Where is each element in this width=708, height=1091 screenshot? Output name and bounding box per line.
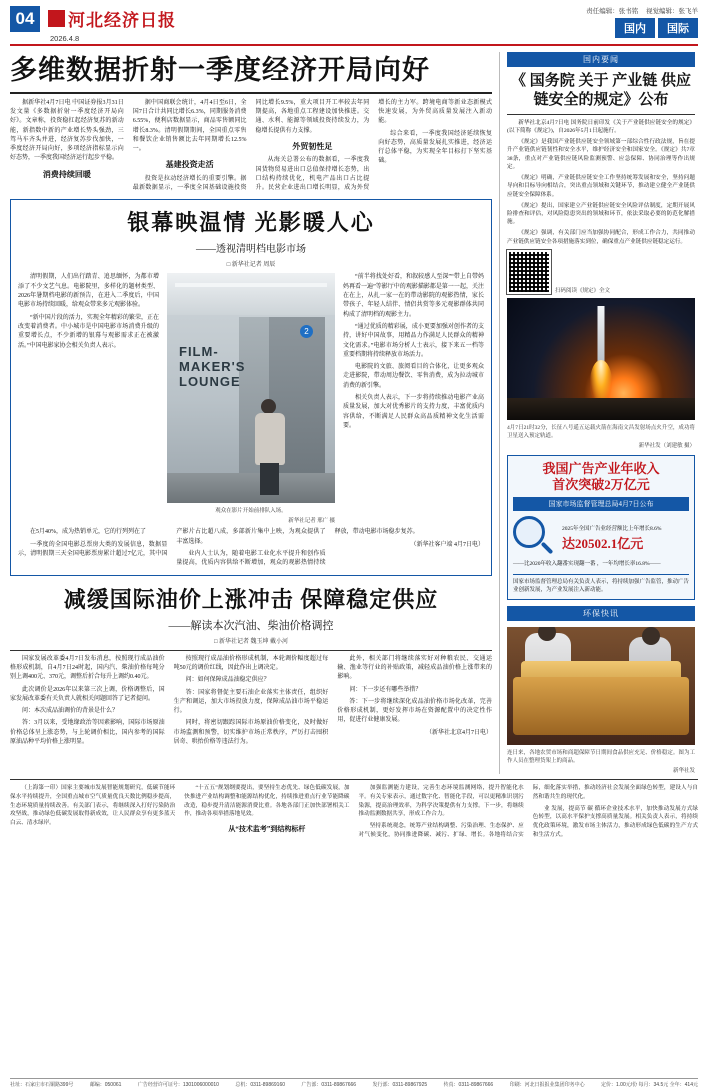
- feature-col2-p3: 业内人士认为，随着电影工业化水平提升和创作质量提高，优质内容供给不断增加，观众的观影热情持续释放，带动电影市场稳步复苏。: [176, 529, 419, 567]
- editor-responsible: 责任编辑：张书铭: [586, 8, 639, 15]
- feature-photo-caption: 观众在影片开始前排队入场。: [215, 508, 287, 515]
- oil-p4: 答：3月以来，受地缘政治等因素影响，国际市场原油价格总体呈上涨态势，与上轮调价相比，国内参考的国际原油品种平均价格上涨明显。: [10, 720, 165, 746]
- main-column: [10, 52, 492, 774]
- market-photo: [507, 627, 695, 745]
- magnifier-icon: [513, 516, 557, 560]
- oil-p10: 问：下一步还有哪些举措？: [349, 686, 422, 693]
- footer-address: 社址：石家庄市石铜路399号: [10, 1082, 74, 1088]
- feature-photo-credit: 新华社记者 邢广 摄: [288, 518, 335, 525]
- feature-byline: □ 新华社记者 周辰: [226, 262, 276, 269]
- market-person-2-head: [642, 627, 660, 645]
- movie-lounge-photo: [167, 273, 335, 503]
- feature-columns: [18, 273, 484, 524]
- oil-p9: 此外，相关部门将继续落实好对种粮农民、交通运输、渔业等行业的补贴政策，减轻成品油价格上涨带来的影响。: [337, 655, 492, 681]
- feature-article: [10, 199, 492, 575]
- oil-p2: 此次调价是2026年以来第三次上调，价格调整后，国家发展改革委有关负责人就相关问题回答了记者提问。: [10, 686, 165, 702]
- footer-switchboard: 总机：0311-89869160: [235, 1082, 286, 1088]
- lead-article-body: [10, 99, 492, 194]
- rc-p3: 《规定》明确，产业链供应链安全工作坚持统筹发展和安全，坚持问题导向和目标导向相结合，突出重点领域和关键环节，推动建立健全产业链供应链安全保障体系。: [507, 174, 695, 198]
- lead-para-3: 从海关总署公布的数据看，一季度我国货物贸易进出口总值保持增长态势，出口结构持续优化，机电产品出口占比提升。民营企业进出口增长明显，成为外贸增长的主力军。跨境电商等新业态新模式快速发展，为外贸高质量发展注入新动能。: [255, 99, 492, 192]
- rocket-launch-photo: [507, 298, 695, 420]
- bottom-subhead: 从“技术监考”到结构标杆: [228, 824, 306, 833]
- market-shelf-lower: [513, 677, 689, 735]
- rc-p1: 新华社北京4月7日电 国务院日前印发《关于产业链供应链安全的规定》(以下简称《规定》)，自2026年5月1日起施行。: [507, 119, 695, 134]
- footer-postcode: 邮编：050061: [89, 1082, 122, 1088]
- feature-photo-wrap: [167, 273, 335, 524]
- ad-source-line: 国家市场监督管理总局4月7日公布: [513, 497, 689, 511]
- footer-circulation-dept: 发行部：0311-89867925: [372, 1082, 428, 1088]
- oil-p1: 国家发展改革委4月7日发布消息，按照现行成品油价格形成机制，自4月7日24时起，国内汽、柴油价格每吨分别上调400元、370元，调整后折合每升上调约0.40元。: [10, 655, 165, 681]
- masthead-divider: [10, 44, 698, 46]
- lead-para-intro: 据新华社4月7日电 中国证券报3月31日发文量《多数据折射一季度经济开局向好》。文章称，投资稳扛起经济复苏的新动能，新指数中新的产业增长势头强劲，三驾马车齐头并进，经济复苏步伐加快，一季度经济开局向好，多项经济指标显示向好态势，一季度我国经济运行起步平稳。: [10, 99, 124, 162]
- photo-light-strip: [175, 283, 327, 287]
- lead-para-2: 投资是拉动经济增长的重要引擎。据最新数据显示，一季度全国基础设施投资同比增长9.5%，重大项目开工率较去年同期提高，各地重点工程建设加快推进。交通、水利、能源等领域投资持续发力，为稳增长提供有力支撑。: [132, 99, 370, 192]
- rc-rule: [507, 114, 695, 115]
- paper-logo: [48, 6, 176, 31]
- ad-compare-note: ——比2020年收入翻番实现翻一番 ，一年均增长率16.8%——: [513, 561, 661, 568]
- bottom-col3: 加强监测能力建设，完善生态环境监测网络，提升智能化水平。有关专家表示，通过数字化、智能化手段，可以更精准识别污染源，提高治理效率，为科学决策提供有力支撑。下一步，将继续推动监测数据共享，形成工作合力。: [358, 785, 524, 818]
- feature-col2-p1: 在5月40%，成为热销单元，它的行列列在了: [30, 529, 146, 536]
- feature-col3-p1: “前半将找处好看，和叙较感人至深”“带上自带妈妈再看一遍”等影厅中的观影描影都是第一一起，关注在在上，从扎一家一在的带动影院的观影热情，家长带孩子、年轻人结伴、情侣共赏等多元观影群体共同构成了清明档的观影主力。: [343, 274, 484, 318]
- oil-p11: 答：下一步将继续深化成品油价格市场化改革，完善价格形成机制，更好发挥市场在资源配置中的决定性作用，促进行业健康发展。: [337, 698, 492, 724]
- photo-ground: [507, 398, 695, 420]
- oil-dateline: （新华社北京4月7日电）: [425, 729, 492, 736]
- rocket-photo-credit: 新华社发（刘建敏 摄）: [638, 442, 695, 449]
- photo-person-head: [261, 399, 276, 414]
- market-photo-credit: 新华社发: [672, 768, 695, 775]
- lead-subhead-2: 基建投资走活: [165, 160, 214, 170]
- rc-headline: 《 国务院 关于 产业链 供应链安全的规定》公布: [510, 73, 691, 108]
- photo-sign-text: FILM-MAKER'S LOUNGE: [179, 344, 246, 390]
- editor-credits: [580, 6, 698, 15]
- photo-person: [251, 399, 289, 495]
- bottom-strip: [10, 784, 698, 839]
- feature-col1-p2: “新中国片段的活力，实现全年精彩的繁荣，正在改变着消费者。中小城市是中国电影市场消费升级的重要增长点，不少新增的银幕与观影需求正在被激活。”中国电影家协会相关负责人表示。: [18, 314, 159, 349]
- feature-col3-p3: 电影院的文旅、旅阅看目的合体化，让更多观众走进影院，带动周边餐饮、零售消费，成为拉动城市消费的新引擎。: [343, 364, 484, 389]
- feature-col3-p2: “通过优质的精彩展，成小更要加强对创作者的支持，讲好中国故事，用精品力作满足人民群众的精神文化需求。”电影市场分析人士表示，接下来五一档等重要档期将持续释放市场活力。: [343, 323, 484, 358]
- qr-code-icon[interactable]: [507, 250, 551, 294]
- ad-big-number: 达20502.1亿元: [562, 536, 644, 552]
- rc-p4: 《规定》提出，国家建立产业链供应链安全风险评估制度，定期开展风险排查和评估，对风险隐患突出的领域和环节，依法采取必要的防范化解措施。: [507, 202, 695, 226]
- section-tabs: [615, 18, 698, 38]
- feature-col2-p2: 一季度的全国电影总票房大类的发展信息，数据显示，清明假期三天全国电影票房累计超过7亿元，其中国产影片占比超八成，多部新片集中上映，为观众提供了丰富选择。: [18, 529, 326, 558]
- market-photo-caption: 连日来，各地农贸市场和商超保障节日期间食品供应充足、价格稳定。图为工作人员在整理货架上的商品。: [507, 750, 695, 765]
- rocket-photo-caption: 4月7日21时32分，长征八号遥五运载火箭在海南文昌发射场点火升空，成功将卫星送入预定轨道。: [507, 424, 695, 439]
- bottom-col2: “十五五”规划纲要提出，要坚持生态优先、绿色低碳发展，加快推进产业结构调整和能源结构优化，持续推进重点行业节能降碳改造，稳步提升清洁能源消费比重。各地各部门正加快部署相关工作，推动各项举措落地见效。: [184, 785, 350, 818]
- magnifier-handle: [541, 542, 554, 555]
- lead-para-1: 据中国商联会统计，4月4日至6日，全国7日合计共同比增长6.3%，同期服务消费6.55%，便利店数据显示，商品零售额同比增长8.3%。清明假期期间，全国重点零售和餐饮企业销售额比去年同期增长12.5%一。: [132, 99, 247, 153]
- oil-subheadline: ——解读本次汽油、柴油价格调控: [168, 619, 334, 632]
- feature-col3-p4: 相关负责人表示，下一步将持续推动电影产业高质量发展，加大对优秀影片的支持力度，丰富优质内容供给，不断满足人民群众高品质精神文化生活需要。: [343, 395, 484, 429]
- feature-lower-body: [18, 528, 484, 568]
- tab-domestic[interactable]: 国内: [615, 18, 655, 38]
- photo-rocket: [598, 306, 605, 364]
- lead-subhead-3: 外贸韧性足: [292, 141, 333, 151]
- headline-rule: [10, 92, 492, 94]
- masthead-brand: [48, 6, 176, 43]
- rc-section-label: 国内要闻: [507, 52, 695, 67]
- ad-bottom-note: 国家市场监督管理总局有关负责人表示，将持续加强广告监管，推动广告业创新发展，为产业发展注入新动能。: [513, 574, 689, 595]
- lead-subhead-1: 消费持续回暖: [42, 169, 91, 179]
- oil-rule: [10, 650, 492, 651]
- ad-figure-row: [513, 516, 689, 560]
- bottom-col1: （上海第一印）国家主要城市发展智能规划研究，低碳节能环保水平持续提升，全国重点城市空气质量优良天数比例稳步提高，生态环境质量持续改善。有关部门表示，将继续深入打好污染防治攻坚战，推动绿色低碳发展取得新成效，让人民群众享有更多蓝天白云、清水绿岸。: [10, 785, 176, 826]
- oil-p5: 按照现行成品油价格形成机制，本轮调价幅度超过每吨50元的调价红线，因此作出上调决定。: [173, 655, 329, 671]
- footer-fax: 传真：0311-89867666: [443, 1082, 494, 1088]
- editor-layout: 视觉编辑：张飞羊: [646, 8, 698, 15]
- paper-name: 河北经济日报: [68, 11, 176, 30]
- oil-headline: 减缓国际油价上涨冲击 保障稳定供应: [63, 586, 439, 612]
- footer-license: 广告经营许可证号：1301006000010: [137, 1082, 219, 1088]
- lead-headline: 多维数据折射一季度经济开局向好: [10, 55, 430, 85]
- lead-para-4: 综合来看，一季度我国经济延续恢复向好态势，高质量发展扎实推进，经济运行总体平稳，为实现全年目标打下坚实基础。: [378, 130, 492, 165]
- footer-ad-dept: 广告部：0311-89867666: [301, 1082, 357, 1088]
- feature-col-1: [18, 273, 159, 524]
- page-number-badge: 04: [10, 6, 40, 32]
- feature-title: 银幕映温情 光影暖人心: [127, 210, 375, 236]
- oil-p7: 答：国家将督促主要石油企业落实主体责任，组织好生产和调运，加大市场投放力度，保障成品油市场平稳运行。: [173, 689, 329, 715]
- rc-section-label-2: 环保快讯: [507, 606, 695, 621]
- qr-row: [507, 250, 695, 294]
- masthead: [10, 6, 698, 42]
- rc-p2: 《规定》是我国产业链供应链安全领域第一部综合性行政法规，旨在提升产业链供应链韧性和安全水平，维护经济安全和国家安全。《规定》共7章38条，重点对产业链供应链风险监测预警、应急保障、协同治理等作出规定。: [507, 138, 695, 170]
- ad-title-line2: 首次突破2万亿元: [552, 477, 650, 493]
- footer-price: 定价：1.00元/份 每月：34.5元 全年：414元: [601, 1082, 698, 1088]
- ad-figure-text: [562, 525, 661, 552]
- ad-title-line1: 我国广告产业年收入: [542, 460, 660, 476]
- rc-body: [507, 119, 695, 246]
- feature-subtitle: ——透视清明档电影市场: [196, 244, 306, 256]
- page-footer: [10, 1078, 698, 1088]
- advertising-stat-box: [507, 455, 695, 600]
- oil-p3: 问：本次成品油调价的背景是什么？: [22, 708, 119, 715]
- page-columns: [10, 52, 698, 774]
- feature-col-3: [343, 273, 484, 524]
- footer-printer: 印刷：河北日报报业集团印务中心: [509, 1082, 585, 1088]
- masthead-meta: [580, 6, 698, 38]
- photo-ceiling: [167, 273, 335, 315]
- bottom-col5: 业 发展，提高节 碳 循环企业技术水平，加快推动发展方式绿色转型，以高水平保护支撑高质量发展。相关负责人表示，将持续优化政策环境，激发市场主体活力，推动形成绿色低碳的生产方式和生活方式。: [532, 805, 698, 838]
- qr-caption: 扫码阅读《规定》全文: [555, 287, 611, 294]
- oil-p6: 问：如何保障成品油稳定供应？: [185, 677, 270, 684]
- logo-square-icon: [48, 10, 65, 27]
- rc-p5: 《规定》强调，有关部门应当加强协同配合，形成工作合力，共同推动产业链供应链安全各项措施落实到位，确保重点产业链供应链稳定运行。: [507, 230, 695, 245]
- photo-wall-badge-icon: 2: [300, 325, 313, 338]
- ad-body-note: 2025年全国广告业经营额比上年增长8.6%: [562, 525, 662, 532]
- feature-col1-p1: 清明假期，人们出行踏青、追思缅怀，为都市增添了不少文艺气息。电影院里，多样化的题材类型、2026年暑期档电影的新预告，在进入二季度后，中国电影市场持续回暖，给观众带来多元观影体验。: [18, 274, 159, 309]
- bottom-col4: 坚持系统观念，统筹产业结构调整、污染治理、生态保护、应对气候变化，协同推进降碳、减污、扩绿、增长。各地将结合实际，细化落实举措，推动经济社会发展全面绿色转型，建设人与自然和谐共生的现代化。: [358, 785, 698, 838]
- oil-byline: □ 新华社记者 魏玉坤 戴小河: [213, 638, 289, 645]
- bottom-rule: [10, 779, 698, 780]
- oil-article-body: [10, 655, 492, 748]
- photo-person-body: [255, 413, 285, 465]
- tab-international[interactable]: 国际: [658, 18, 698, 38]
- market-person-1-head: [538, 627, 556, 641]
- photo-person-legs: [260, 463, 279, 495]
- issue-date: 2026.4.8: [50, 34, 80, 43]
- feature-dateline: （新华社客户端 4月7日电）: [410, 541, 484, 548]
- right-column: [499, 52, 695, 774]
- oil-p8: 同时，将密切跟踪国际市场原油价格变化，及时做好市场监测和预警，切实维护市场正常秩序，严厉打击囤积居奇、哄抬价格等违法行为。: [173, 720, 329, 746]
